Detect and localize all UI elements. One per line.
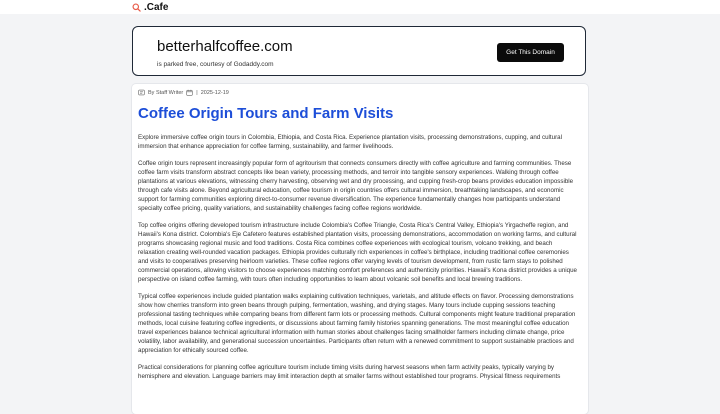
top-bar [0,0,720,14]
article-paragraph: Practical considerations for planning coffee agriculture tourism include timing visits during harvest seasons when farm activity peaks, typically varying by hemisphere and elevation. Language barriers may limit interaction depth at smaller farms without established tour programs. Physical fitness requirements [138,364,561,381]
article-meta [138,89,229,96]
article-paragraph: Typical coffee experiences include guided plantation walks explaining cultivation techniques, varietals, and altitude effects on flavor. Processing demonstrations show how cherries transform into green beans through pulping, fermentation, washing, and drying stages. Many tours include cupping sessions teaching professional tasting techniques while comparing beans from different farm lots or processing methods. Cultural components might feature traditional preparation methods, local cuisine featuring coffee ingredients, or discussions about farming family histories spanning generations. The most meaningful coffee education travel experiences balance technical agricultural information with human stories about challenges facing smallholder farmers including climate change, price volatility, labor availability, and generational succession uncertainties. Participants often return with a renewed commitment to support sustainable practices and appreciation for ethically sourced coffee. [138,292,576,355]
domain-parked-banner [132,26,586,76]
get-domain-button[interactable]: Get This Domain [497,43,564,62]
site-brand[interactable] [132,0,168,14]
domain-name: betterhalfcoffee.com [157,38,293,55]
article-paragraph: Explore immersive coffee origin tours in Colombia, Ethiopia, and Costa Rica. Experience plantation visits, processing demonstrations, cupping, and cultural immersion that enhance appreciation for coffee farming, sustainability, and farmer livelihoods. [138,134,562,151]
article-title: Coffee Origin Tours and Farm Visits [138,105,394,122]
brand-name: .Cafe [144,1,169,13]
meta-separator: | [196,89,198,96]
author-icon [138,89,145,96]
article-body [138,133,578,389]
article-author: By Staff Writer [148,89,184,96]
article-date: 2025-12-19 [200,89,229,96]
calendar-icon [186,89,193,96]
search-icon [132,3,141,12]
article-paragraph: Coffee origin tours represent increasingly popular form of agritourism that connects consumers directly with coffee agriculture and farming communities. These coffee farm visits transform abstract concepts like bean variety, processing methods, and terroir into tangible sensory experiences. Walking through coffee plantations at various elevations, witnessing cherry harvesting, observing wet and dry processing, and cupping fresh-crop beans provides education impossible through cafe visits alone. Beyond agricultural education, coffee tourism in origin countries offers cultural immersion, breathtaking landscapes, and economic support for farming communities exploring direct-to-consumer revenue diversification. The experience fundamentally changes how participants understand specialty coffee pricing, quality variations, and sustainability challenges facing coffee regions worldwide. [138,159,574,213]
parked-subtitle: is parked free, courtesy of Godaddy.com [157,61,274,68]
article-paragraph: Top coffee origins offering developed tourism infrastructure include Colombia's Coffee Triangle, Costa Rica's Central Valley, Ethiopia's Yirgacheffe region, and Hawaii's Kona district. Colombia's Eje Cafetero features established plantation visits, processing demonstrations, accommodation on working farms, and cultural programs showcasing regional music and food traditions. Costa Rica combines coffee experiences with ecological tourism, volcano trekking, and beach relaxation creating well-rounded vacation packages. Ethiopia provides culturally rich experiences in coffee's birthplace, including traditional coffee ceremonies and visits to cooperatives preserving heirloom varieties. These coffee regions offer varying levels of tourism development, from rustic farm stays to polished commercial operations, allowing visitors to choose experiences matching comfort preferences and authenticity priorities. Hawaii's Kona district provides a unique perspective on island coffee farming, with tours often including opportunities to learn about volcanic soil benefits and local brewing traditions. [138,221,577,284]
article-card [132,84,588,414]
